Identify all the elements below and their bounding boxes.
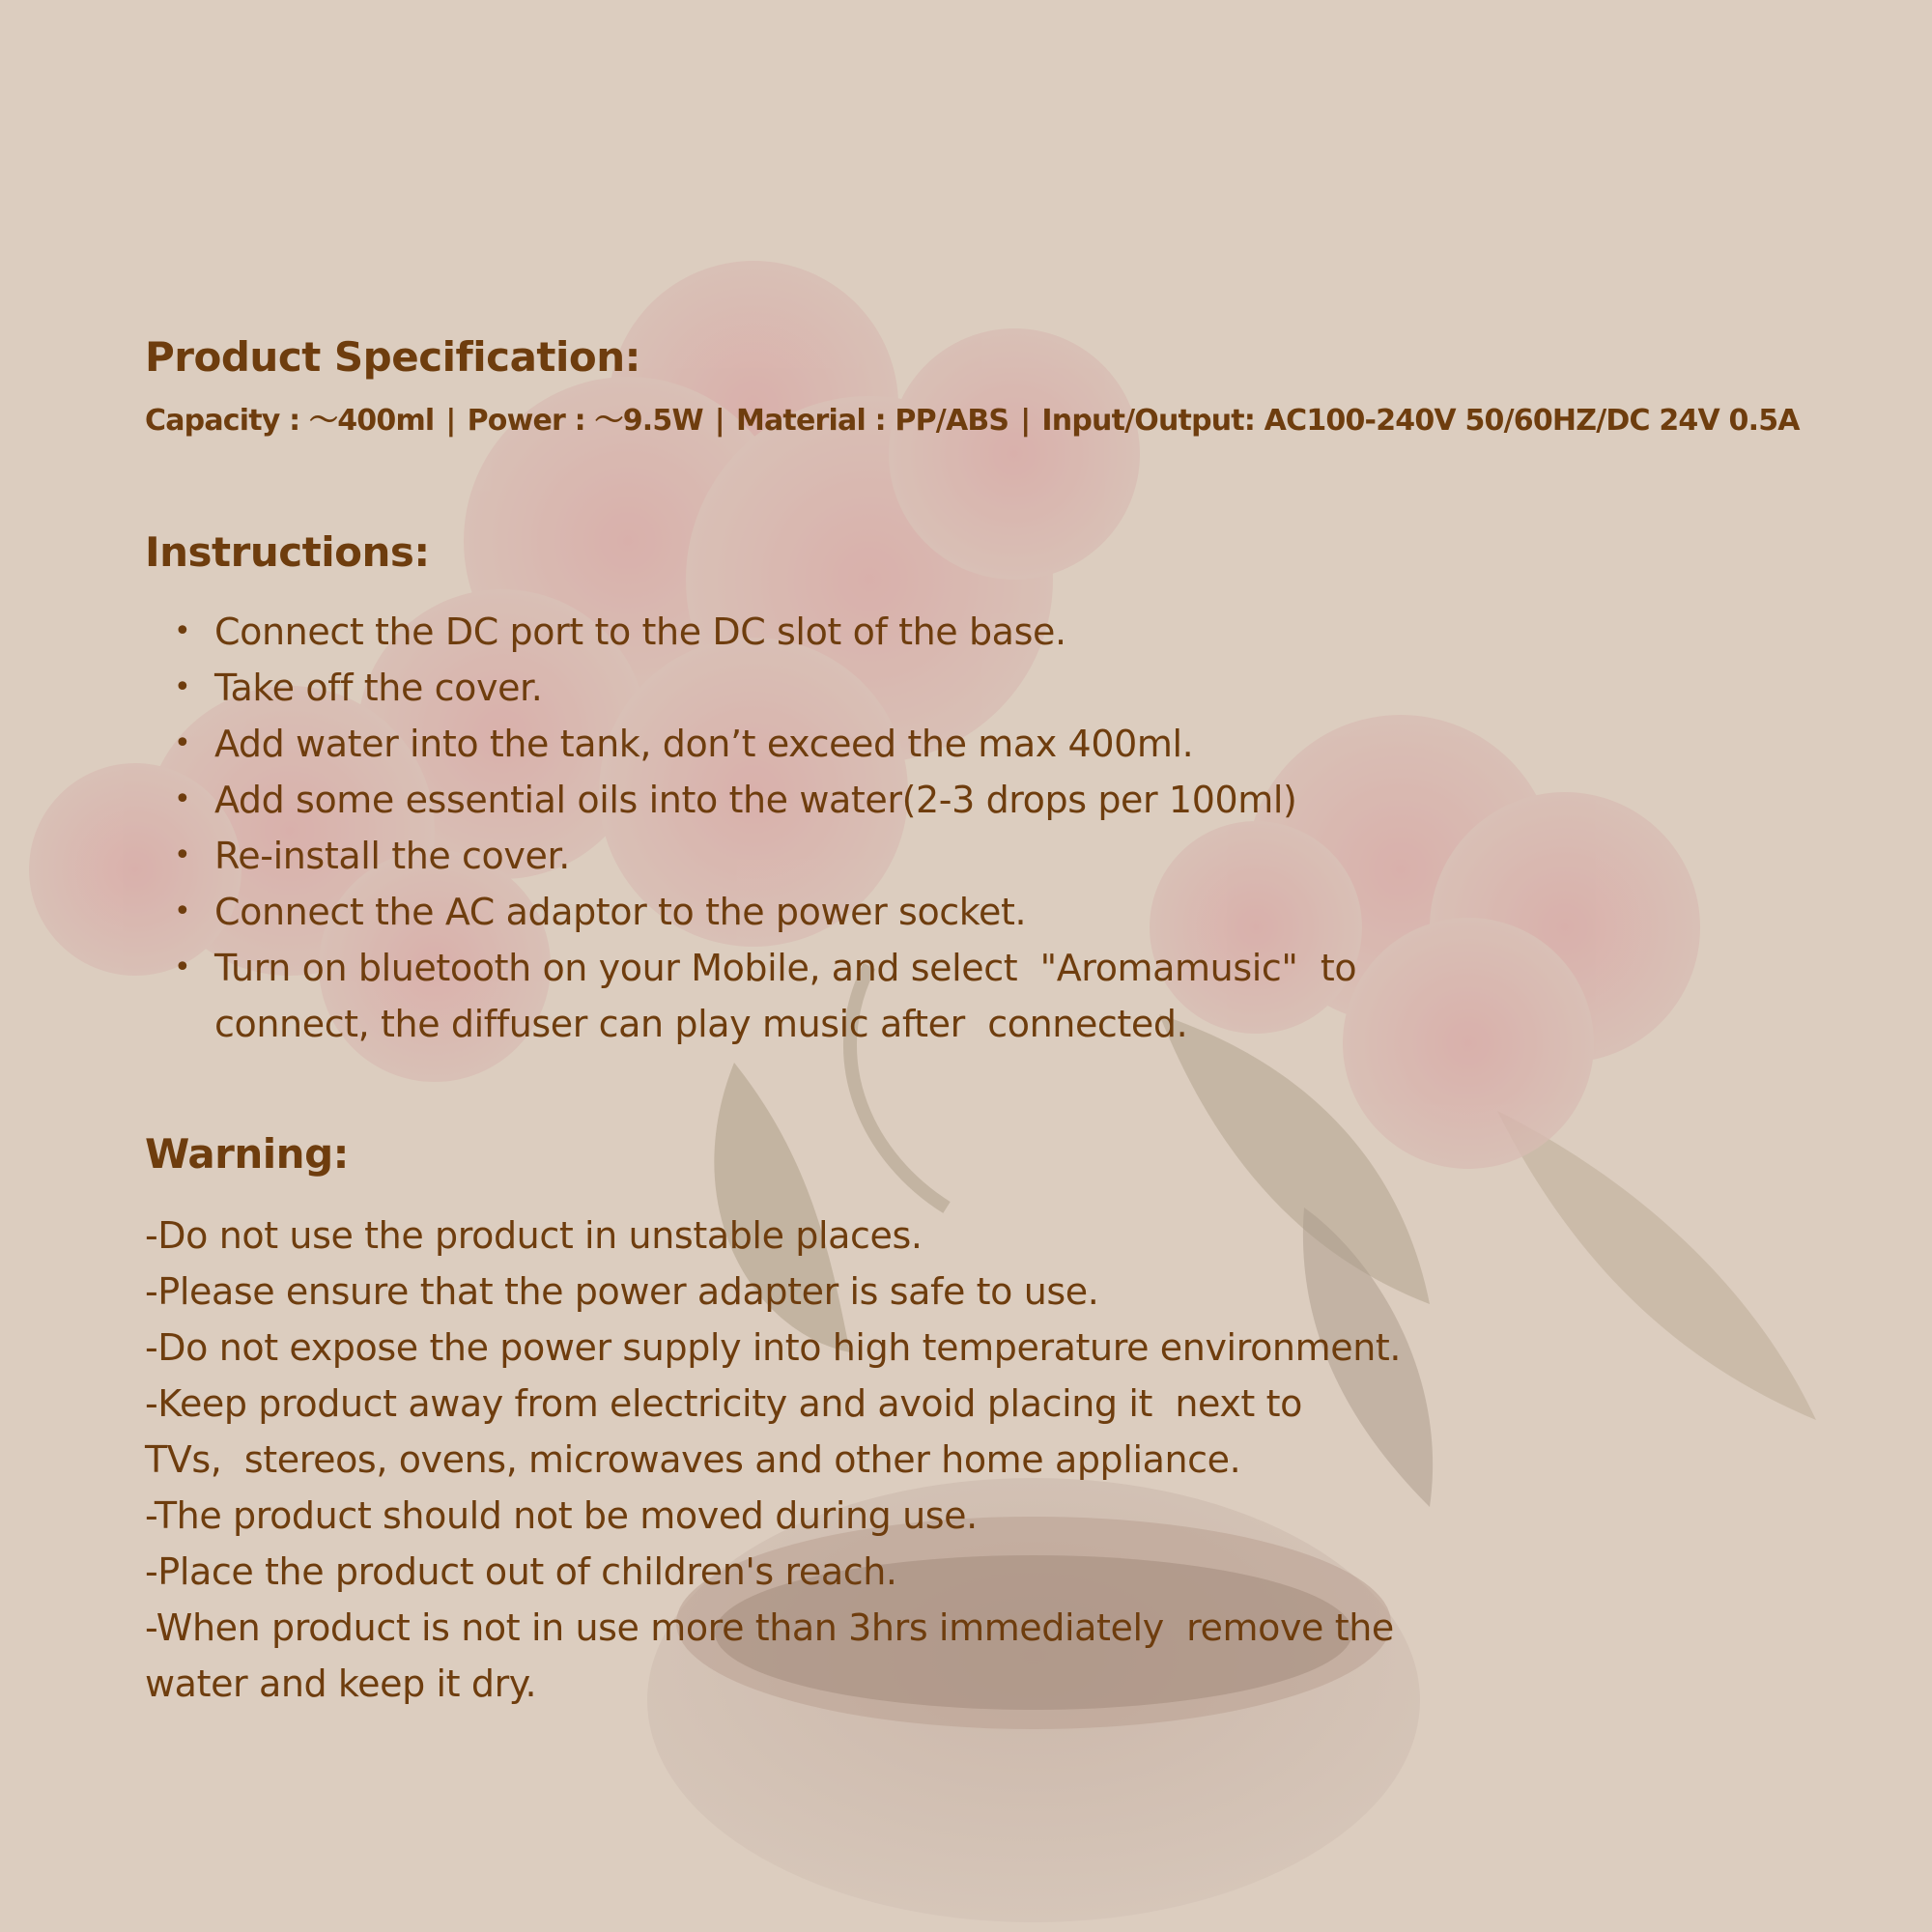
bullet-icon: • (174, 726, 191, 760)
list-item: • Take off the cover. (174, 660, 1526, 716)
spec-separator: | (445, 404, 456, 438)
warning-line: -The product should not be moved during use. (145, 1494, 978, 1537)
bullet-icon: • (174, 782, 191, 816)
spec-line (145, 396, 1800, 439)
list-item: • Connect the DC port to the DC slot of the base. (174, 604, 1526, 660)
warning-line: -Do not expose the power supply into high temperature environment. (145, 1326, 1402, 1369)
warning-line: water and keep it dry. (145, 1662, 537, 1705)
warning-line: -Place the product out of children's reach. (145, 1550, 897, 1593)
warning-line: -Do not use the product in unstable places. (145, 1214, 923, 1257)
spec-separator: | (714, 404, 724, 438)
warning-heading: Warning: (145, 1130, 349, 1178)
list-item-continuation: connect, the diffuser can play music after connected. (214, 1003, 1188, 1045)
list-item: • Add some essential oils into the water(2-3 drops per 100ml) (174, 772, 1526, 828)
bullet-icon: • (174, 614, 191, 648)
warning-line: -When product is not in use more than 3hrs immediately remove the (145, 1606, 1394, 1649)
bullet-icon: • (174, 951, 191, 984)
spec-capacity: Capacity : 〜400ml (145, 404, 435, 438)
list-item: • Connect the AC adaptor to the power socket. (174, 884, 1526, 940)
list-item: • Re-install the cover. (174, 828, 1526, 884)
bullet-icon: • (174, 670, 191, 704)
list-item: • Turn on bluetooth on your Mobile, and select "Aromamusic" to (174, 940, 1526, 996)
warning-line: TVs, stereos, ovens, microwaves and other home appliance. (145, 1438, 1241, 1481)
bullet-icon: • (174, 838, 191, 872)
spec-power: Power : 〜9.5W (467, 404, 703, 438)
spec-separator: | (1020, 404, 1031, 438)
instructions-heading: Instructions: (145, 528, 430, 576)
warning-line: -Keep product away from electricity and avoid placing it next to (145, 1382, 1302, 1425)
warning-list (145, 1208, 1555, 1712)
spec-material: Material : PP/ABS (735, 404, 1009, 438)
bullet-icon: • (174, 895, 191, 928)
spec-heading: Product Specification: (145, 333, 640, 381)
list-item: • Add water into the tank, don’t exceed the max 400ml. (174, 716, 1526, 772)
instructions-list (174, 604, 1526, 1052)
spec-input-output: Input/Output: AC100-240V 50/60HZ/DC 24V 0.5A (1041, 404, 1800, 438)
warning-line: -Please ensure that the power adapter is safe to use. (145, 1270, 1099, 1313)
